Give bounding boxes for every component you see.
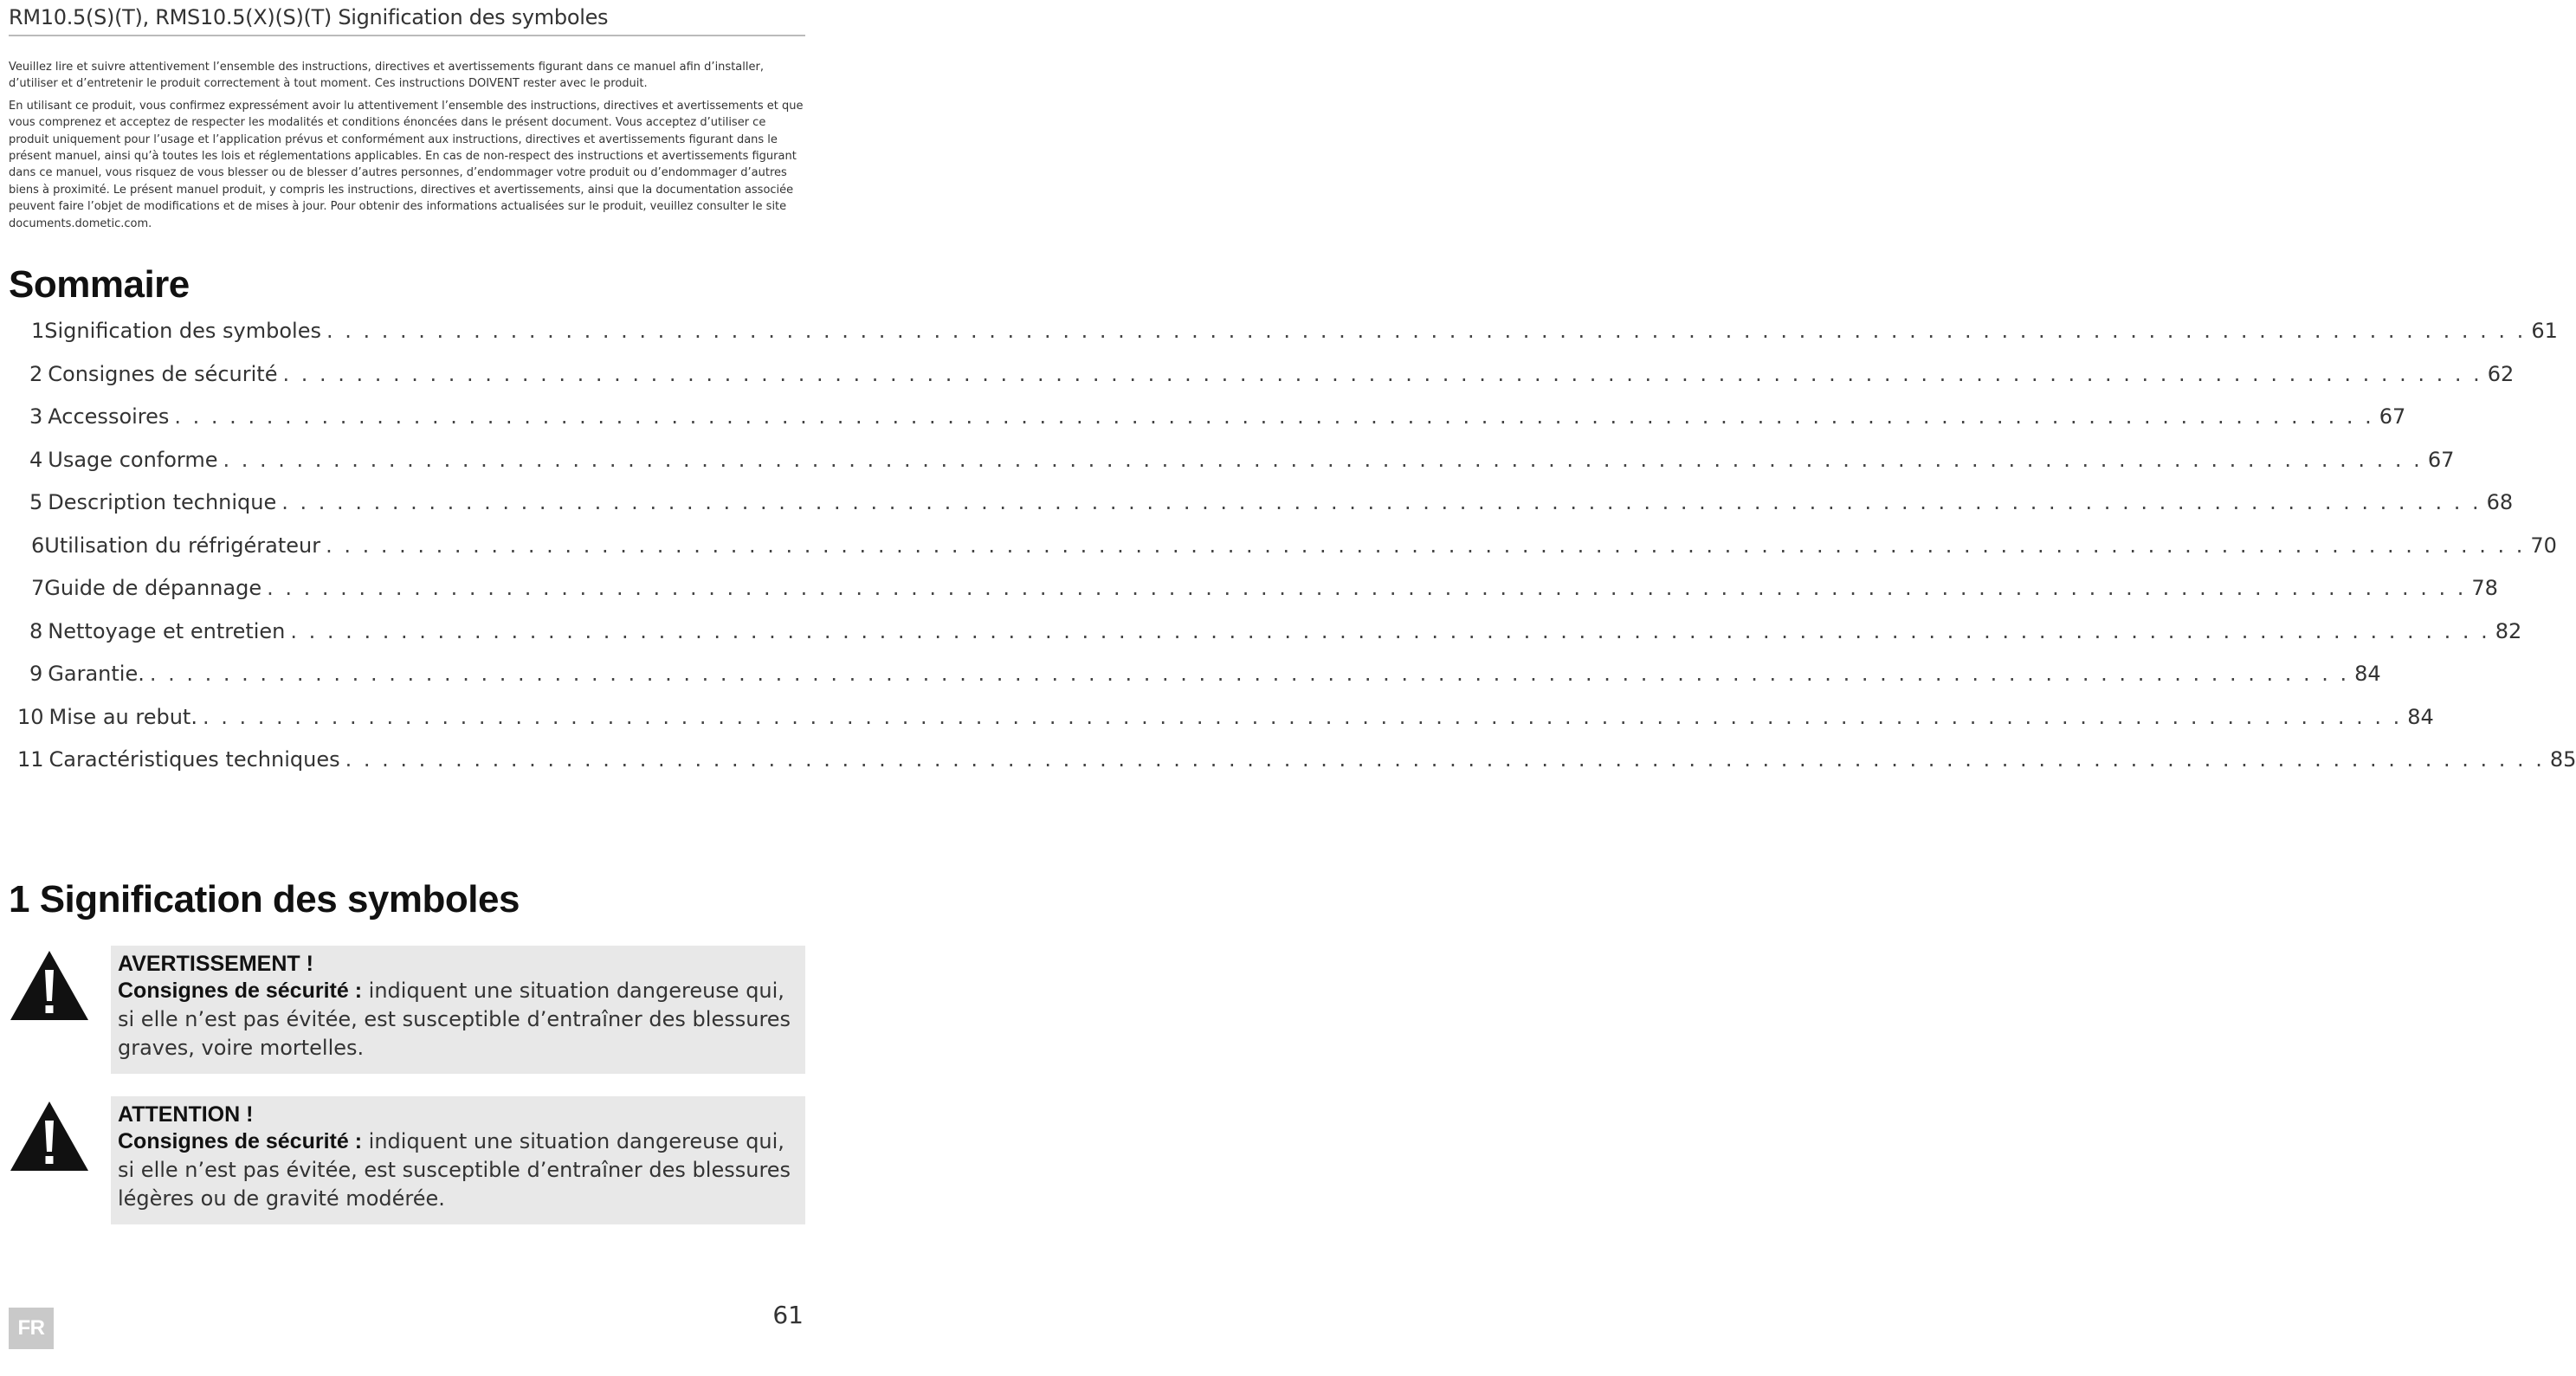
toc-entry-page: 67 xyxy=(2379,404,2406,429)
toc-entry-number: 8 xyxy=(29,618,43,643)
toc-entry-page: 70 xyxy=(2530,533,2557,558)
toc-entry-label: Garantie. xyxy=(48,662,145,686)
toc-entry-label: Description technique xyxy=(48,490,277,514)
toc-entry[interactable] xyxy=(17,747,2576,791)
toc-entry-number: 3 xyxy=(29,404,43,429)
intro-text xyxy=(9,59,805,237)
toc-entry-number: 2 xyxy=(29,361,43,386)
toc-entry-label: Signification des symboles xyxy=(44,319,321,343)
toc-dot-leader: . . . . . . . . . . . . . . . . . . . . . . . . . . . . . . . . . . . . . . . . . . . . . . . . . . . . . . . . . . . . . . . . . . . . . . . . . . . . . . . . . . . . . . . . . . . . . . . . . . . . . . . . . . . . . . . . . . . . . . . . xyxy=(326,533,2526,558)
toc-entry-page: 78 xyxy=(2471,576,2498,600)
toc-entry-label: Usage conforme xyxy=(48,447,218,472)
toc-entry-number: 4 xyxy=(29,447,43,472)
notice-text: indiquent une situation dangereuse qui, si elle n’est pas évitée, est susceptible d’entraîner des blessures graves, voire mortelles. xyxy=(118,979,791,1060)
toc-dot-leader: . . . . . . . . . . . . . . . . . . . . . . . . . . . . . . . . . . . . . . . . . . . . . . . . . . . . . . . . . . . . . . . . . . . . . . . . . . . . . . . . . . . . . . . . . . . . . . . . . . . . . . . . . . . . . . . . . . . . . . . . xyxy=(326,319,2527,343)
toc-entry-page: 84 xyxy=(2407,704,2434,729)
toc-entry[interactable] xyxy=(17,704,2434,748)
toc-entry[interactable] xyxy=(17,662,2381,705)
toc-entry-label: Caractéristiques techniques xyxy=(48,747,340,772)
caution-notice xyxy=(9,1096,805,1224)
section-heading: 1 Signification des symboles xyxy=(9,878,520,921)
toc-entry[interactable] xyxy=(17,618,2522,662)
toc-dot-leader: . . . . . . . . . . . . . . . . . . . . . . . . . . . . . . . . . . . . . . . . . . . . . . . . . . . . . . . . . . . . . . . . . . . . . . . . . . . . . . . . . . . . . . . . . . . . . . . . . . . . . . . . . . . . . . . . . . . . . . . . xyxy=(282,361,2482,386)
toc-dot-leader: . . . . . . . . . . . . . . . . . . . . . . . . . . . . . . . . . . . . . . . . . . . . . . . . . . . . . . . . . . . . . . . . . . . . . . . . . . . . . . . . . . . . . . . . . . . . . . . . . . . . . . . . . . . . . . . . . . . . . . . . xyxy=(149,662,2350,686)
toc-entry[interactable] xyxy=(17,576,2498,619)
language-badge: FR xyxy=(9,1308,54,1349)
toc-entry-number: 10 xyxy=(17,704,44,729)
toc-entry[interactable] xyxy=(17,319,2558,362)
toc-entry-number: 11 xyxy=(17,747,44,772)
toc-entry-page: 82 xyxy=(2495,618,2522,643)
notice-title: ATTENTION ! xyxy=(118,1102,254,1127)
toc-entry-page: 85 xyxy=(2549,747,2576,772)
warning-triangle-icon xyxy=(9,1100,90,1173)
toc-entry-number: 1 xyxy=(31,319,45,343)
toc-entry[interactable] xyxy=(17,490,2514,533)
toc-dot-leader: . . . . . . . . . . . . . . . . . . . . . . . . . . . . . . . . . . . . . . . . . . . . . . . . . . . . . . . . . . . . . . . . . . . . . . . . . . . . . . . . . . . . . . . . . . . . . . . . . . . . . . . . . . . . . . . . . . . . . . . . xyxy=(202,704,2403,729)
notice-title: AVERTISSEMENT ! xyxy=(118,952,313,976)
toc-entry-page: 84 xyxy=(2354,662,2381,686)
toc-entry-label: Accessoires xyxy=(48,404,170,429)
toc-entry-number: 7 xyxy=(31,576,45,600)
notice-lead: Consignes de sécurité : xyxy=(118,1129,363,1153)
notice-lead: Consignes de sécurité : xyxy=(118,979,363,1003)
toc-dot-leader: . . . . . . . . . . . . . . . . . . . . . . . . . . . . . . . . . . . . . . . . . . . . . . . . . . . . . . . . . . . . . . . . . . . . . . . . . . . . . . . . . . . . . . . . . . . . . . . . . . . . . . . . . . . . . . . . . . . . . . . . xyxy=(267,576,2467,600)
page-header: RM10.5(S)(T), RMS10.5(X)(S)(T) Signification des symboles xyxy=(9,5,805,36)
toc-entry-label: Nettoyage et entretien xyxy=(48,618,286,643)
toc-dot-leader: . . . . . . . . . . . . . . . . . . . . . . . . . . . . . . . . . . . . . . . . . . . . . . . . . . . . . . . . . . . . . . . . . . . . . . . . . . . . . . . . . . . . . . . . . . . . . . . . . . . . . . . . . . . . . . . . . . . . . . . . xyxy=(345,747,2545,772)
intro-paragraph-2: En utilisant ce produit, vous confirmez expressément avoir lu attentivement l’ensemble des instructions, directives et avertissements et que vous comprenez et acceptez de respecter les modalités et conditions énoncées dans le présent document. Vous acceptez d’utiliser ce produit uniquement pour l’usage et l’application prévus et conformément aux instructions, directives et avertissements figurant dans le présent manuel, ainsi qu’à toutes les lois et réglementations applicables. En cas de non-respect des instructions et avertissements figurant dans ce manuel, vous risquez de vous blesser ou de blesser d’autres personnes, d’endommager votre produit ou d’endommager d’autres biens à proximité. Le présent manuel produit, y compris les instructions, directives et avertissements, ainsi que la documentation associée peuvent faire l’objet de modifications et de mises à jour. Pour obtenir des informations actualisées sur le produit, veuillez consulter le site documents.dometic.com. xyxy=(9,99,804,230)
toc-entry-page: 67 xyxy=(2427,447,2455,472)
warning-triangle-icon xyxy=(9,949,90,1022)
intro-paragraph-1: Veuillez lire et suivre attentivement l’ensemble des instructions, directives et avertissements figurant dans ce manuel afin d’installer, d’utiliser et d’entretenir le produit correctement à tout moment. Ces instructions DOIVENT rester avec le produit. xyxy=(9,61,764,91)
toc-entry-number: 5 xyxy=(29,490,43,514)
caution-notice-box xyxy=(111,1096,805,1224)
toc-entry[interactable] xyxy=(17,404,2406,448)
toc-entry[interactable] xyxy=(17,447,2455,491)
toc-entry-label: Guide de dépannage xyxy=(44,576,262,600)
toc-dot-leader: . . . . . . . . . . . . . . . . . . . . . . . . . . . . . . . . . . . . . . . . . . . . . . . . . . . . . . . . . . . . . . . . . . . . . . . . . . . . . . . . . . . . . . . . . . . . . . . . . . . . . . . . . . . . . . . . . . . . . . . . xyxy=(223,447,2423,472)
page-number: 61 xyxy=(772,1301,804,1329)
toc-entry-number: 6 xyxy=(31,533,45,558)
toc-entry-number: 9 xyxy=(29,662,43,686)
toc-entry-page: 61 xyxy=(2531,319,2558,343)
toc-entry-page: 62 xyxy=(2487,361,2515,386)
toc-dot-leader: . . . . . . . . . . . . . . . . . . . . . . . . . . . . . . . . . . . . . . . . . . . . . . . . . . . . . . . . . . . . . . . . . . . . . . . . . . . . . . . . . . . . . . . . . . . . . . . . . . . . . . . . . . . . . . . . . . . . . . . . xyxy=(174,404,2374,429)
toc-entry[interactable] xyxy=(17,361,2515,405)
toc-entry[interactable] xyxy=(17,533,2557,577)
warning-notice xyxy=(9,946,805,1074)
toc-dot-leader: . . . . . . . . . . . . . . . . . . . . . . . . . . . . . . . . . . . . . . . . . . . . . . . . . . . . . . . . . . . . . . . . . . . . . . . . . . . . . . . . . . . . . . . . . . . . . . . . . . . . . . . . . . . . . . . . . . . . . . . . xyxy=(281,490,2482,514)
warning-notice-box xyxy=(111,946,805,1074)
toc-heading: Sommaire xyxy=(9,263,190,306)
toc-entry-label: Utilisation du réfrigérateur xyxy=(44,533,321,558)
toc-entry-label: Consignes de sécurité xyxy=(48,361,278,386)
table-of-contents xyxy=(17,319,2576,791)
toc-dot-leader: . . . . . . . . . . . . . . . . . . . . . . . . . . . . . . . . . . . . . . . . . . . . . . . . . . . . . . . . . . . . . . . . . . . . . . . . . . . . . . . . . . . . . . . . . . . . . . . . . . . . . . . . . . . . . . . . . . . . . . . . xyxy=(290,618,2490,643)
toc-entry-page: 68 xyxy=(2486,490,2514,514)
toc-entry-label: Mise au rebut. xyxy=(48,704,197,729)
notice-text: indiquent une situation dangereuse qui, si elle n’est pas évitée, est susceptible d’entraîner des blessures légères ou de gravité modérée. xyxy=(118,1129,791,1211)
